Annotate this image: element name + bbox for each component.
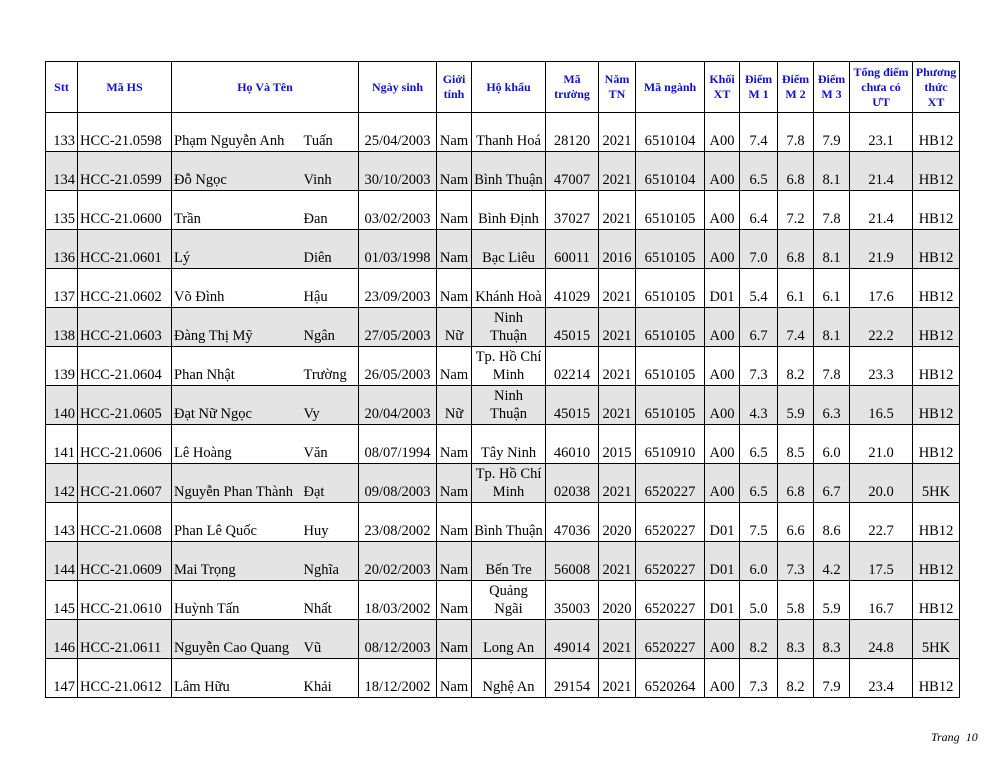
cell-ho-khau: Nghệ An xyxy=(472,659,546,698)
header-diem-m3: Điểm M 3 xyxy=(814,62,850,113)
cell-diem-m2: 7.8 xyxy=(778,113,814,152)
cell-diem-m3: 5.9 xyxy=(814,581,850,620)
cell-diem-m3: 6.0 xyxy=(814,425,850,464)
cell-diem-m2: 6.8 xyxy=(778,230,814,269)
cell-khoi-xt: A00 xyxy=(705,386,740,425)
cell-gioi-tinh: Nam xyxy=(437,347,472,386)
cell-ma-truong: 49014 xyxy=(546,620,599,659)
cell-ngay-sinh: 08/12/2003 xyxy=(359,620,437,659)
header-gioi-tinh: Giới tính xyxy=(437,62,472,113)
cell-khoi-xt: D01 xyxy=(705,503,740,542)
cell-khoi-xt: A00 xyxy=(705,425,740,464)
cell-ten: Diên xyxy=(302,230,359,269)
table-body xyxy=(46,113,960,698)
cell-diem-m2: 6.8 xyxy=(778,464,814,503)
cell-ngay-sinh: 09/08/2003 xyxy=(359,464,437,503)
cell-ma-truong: 45015 xyxy=(546,308,599,347)
cell-ho-dem: Đạt Nữ Ngọc xyxy=(172,386,302,425)
cell-ma-hs: HCC-21.0611 xyxy=(78,620,172,659)
cell-khoi-xt: D01 xyxy=(705,269,740,308)
cell-nam-tn: 2021 xyxy=(599,308,636,347)
cell-diem-m2: 5.8 xyxy=(778,581,814,620)
cell-ten: Vy xyxy=(302,386,359,425)
cell-diem-m2: 7.4 xyxy=(778,308,814,347)
cell-phuong-thuc: HB12 xyxy=(913,269,960,308)
cell-phuong-thuc: HB12 xyxy=(913,503,960,542)
cell-ho-dem: Nguyễn Cao Quang xyxy=(172,620,302,659)
cell-tong-diem: 17.5 xyxy=(850,542,913,581)
cell-diem-m2: 8.2 xyxy=(778,347,814,386)
cell-gioi-tinh: Nam xyxy=(437,269,472,308)
cell-gioi-tinh: Nam xyxy=(437,230,472,269)
cell-ngay-sinh: 23/08/2002 xyxy=(359,503,437,542)
header-tong-diem: Tổng điểm chưa có ƯT xyxy=(850,62,913,113)
header-ma-hs: Mã HS xyxy=(78,62,172,113)
table-header xyxy=(46,62,960,113)
cell-phuong-thuc: HB12 xyxy=(913,347,960,386)
cell-ngay-sinh: 27/05/2003 xyxy=(359,308,437,347)
cell-ngay-sinh: 18/03/2002 xyxy=(359,581,437,620)
cell-gioi-tinh: Nam xyxy=(437,191,472,230)
cell-diem-m2: 5.9 xyxy=(778,386,814,425)
cell-ma-nganh: 6510105 xyxy=(636,230,705,269)
cell-diem-m2: 7.2 xyxy=(778,191,814,230)
cell-diem-m1: 5.4 xyxy=(740,269,778,308)
cell-stt: 138 xyxy=(46,308,78,347)
cell-ma-truong: 37027 xyxy=(546,191,599,230)
cell-ten: Văn xyxy=(302,425,359,464)
cell-nam-tn: 2021 xyxy=(599,347,636,386)
cell-nam-tn: 2021 xyxy=(599,542,636,581)
table-row xyxy=(46,464,960,503)
cell-stt: 137 xyxy=(46,269,78,308)
table-row xyxy=(46,347,960,386)
student-roster-table xyxy=(45,61,960,698)
cell-ma-hs: HCC-21.0606 xyxy=(78,425,172,464)
cell-ho-khau: Thanh Hoá xyxy=(472,113,546,152)
cell-diem-m2: 8.3 xyxy=(778,620,814,659)
table-row xyxy=(46,308,960,347)
cell-gioi-tinh: Nam xyxy=(437,425,472,464)
cell-ngay-sinh: 26/05/2003 xyxy=(359,347,437,386)
cell-diem-m2: 6.6 xyxy=(778,503,814,542)
cell-khoi-xt: A00 xyxy=(705,659,740,698)
cell-diem-m1: 6.4 xyxy=(740,191,778,230)
cell-stt: 145 xyxy=(46,581,78,620)
cell-ma-nganh: 6520227 xyxy=(636,542,705,581)
cell-phuong-thuc: HB12 xyxy=(913,659,960,698)
table-row xyxy=(46,152,960,191)
cell-phuong-thuc: HB12 xyxy=(913,152,960,191)
table-row xyxy=(46,503,960,542)
cell-ma-truong: 29154 xyxy=(546,659,599,698)
cell-ngay-sinh: 23/09/2003 xyxy=(359,269,437,308)
cell-nam-tn: 2020 xyxy=(599,581,636,620)
cell-tong-diem: 21.4 xyxy=(850,191,913,230)
cell-ma-hs: HCC-21.0610 xyxy=(78,581,172,620)
cell-tong-diem: 23.4 xyxy=(850,659,913,698)
cell-gioi-tinh: Nam xyxy=(437,581,472,620)
header-khoi-xt: Khối XT xyxy=(705,62,740,113)
cell-ma-truong: 56008 xyxy=(546,542,599,581)
cell-ho-dem: Võ Đình xyxy=(172,269,302,308)
cell-ten: Nghĩa xyxy=(302,542,359,581)
cell-ho-dem: Đỗ Ngọc xyxy=(172,152,302,191)
cell-tong-diem: 21.9 xyxy=(850,230,913,269)
cell-diem-m2: 7.3 xyxy=(778,542,814,581)
cell-gioi-tinh: Nữ xyxy=(437,308,472,347)
table-row xyxy=(46,269,960,308)
cell-phuong-thuc: HB12 xyxy=(913,113,960,152)
cell-ma-nganh: 6520227 xyxy=(636,581,705,620)
cell-ma-nganh: 6510104 xyxy=(636,113,705,152)
cell-stt: 146 xyxy=(46,620,78,659)
cell-khoi-xt: A00 xyxy=(705,152,740,191)
cell-ho-dem: Huỳnh Tấn xyxy=(172,581,302,620)
cell-khoi-xt: A00 xyxy=(705,113,740,152)
header-diem-m1: Điểm M 1 xyxy=(740,62,778,113)
table-row xyxy=(46,230,960,269)
header-diem-m2: Điểm M 2 xyxy=(778,62,814,113)
page-label: Trang xyxy=(931,730,960,744)
cell-ho-dem: Phạm Nguyễn Anh xyxy=(172,113,302,152)
cell-stt: 140 xyxy=(46,386,78,425)
cell-nam-tn: 2021 xyxy=(599,113,636,152)
cell-diem-m1: 7.3 xyxy=(740,659,778,698)
cell-ma-hs: HCC-21.0607 xyxy=(78,464,172,503)
cell-tong-diem: 21.4 xyxy=(850,152,913,191)
cell-ma-truong: 45015 xyxy=(546,386,599,425)
cell-ma-hs: HCC-21.0604 xyxy=(78,347,172,386)
cell-ma-nganh: 6510105 xyxy=(636,269,705,308)
cell-ngay-sinh: 08/07/1994 xyxy=(359,425,437,464)
cell-ma-nganh: 6510105 xyxy=(636,191,705,230)
cell-stt: 135 xyxy=(46,191,78,230)
cell-ma-hs: HCC-21.0598 xyxy=(78,113,172,152)
cell-diem-m1: 7.3 xyxy=(740,347,778,386)
page-number: 10 xyxy=(965,730,978,744)
cell-ho-khau: Tp. Hồ Chí Minh xyxy=(472,464,546,503)
cell-phuong-thuc: HB12 xyxy=(913,308,960,347)
cell-stt: 141 xyxy=(46,425,78,464)
cell-ma-truong: 41029 xyxy=(546,269,599,308)
cell-khoi-xt: D01 xyxy=(705,542,740,581)
cell-ma-nganh: 6510105 xyxy=(636,347,705,386)
header-ho-ten: Họ Và Tên xyxy=(172,62,359,113)
cell-ma-truong: 35003 xyxy=(546,581,599,620)
cell-phuong-thuc: HB12 xyxy=(913,425,960,464)
table-row xyxy=(46,191,960,230)
cell-stt: 139 xyxy=(46,347,78,386)
cell-diem-m2: 8.5 xyxy=(778,425,814,464)
cell-diem-m1: 7.0 xyxy=(740,230,778,269)
cell-nam-tn: 2021 xyxy=(599,659,636,698)
cell-ten: Huy xyxy=(302,503,359,542)
cell-diem-m1: 4.3 xyxy=(740,386,778,425)
cell-ho-khau: Bình Thuận xyxy=(472,503,546,542)
cell-diem-m3: 8.1 xyxy=(814,308,850,347)
cell-ma-nganh: 6520227 xyxy=(636,620,705,659)
cell-khoi-xt: D01 xyxy=(705,581,740,620)
cell-gioi-tinh: Nam xyxy=(437,113,472,152)
cell-gioi-tinh: Nam xyxy=(437,464,472,503)
cell-diem-m3: 6.1 xyxy=(814,269,850,308)
cell-stt: 136 xyxy=(46,230,78,269)
table-row xyxy=(46,659,960,698)
cell-ngay-sinh: 20/02/2003 xyxy=(359,542,437,581)
cell-phuong-thuc: HB12 xyxy=(913,230,960,269)
cell-ma-truong: 46010 xyxy=(546,425,599,464)
cell-diem-m1: 5.0 xyxy=(740,581,778,620)
table-row xyxy=(46,425,960,464)
cell-ten: Nhất xyxy=(302,581,359,620)
cell-ma-truong: 60011 xyxy=(546,230,599,269)
cell-ma-truong: 47036 xyxy=(546,503,599,542)
cell-khoi-xt: A00 xyxy=(705,347,740,386)
header-phuong-thuc: Phương thức XT xyxy=(913,62,960,113)
cell-diem-m2: 8.2 xyxy=(778,659,814,698)
cell-ma-nganh: 6520227 xyxy=(636,464,705,503)
cell-ho-dem: Phan Lê Quốc xyxy=(172,503,302,542)
cell-diem-m1: 6.7 xyxy=(740,308,778,347)
cell-ngay-sinh: 01/03/1998 xyxy=(359,230,437,269)
cell-ho-khau: Bến Tre xyxy=(472,542,546,581)
header-ma-nganh: Mã ngành xyxy=(636,62,705,113)
cell-khoi-xt: A00 xyxy=(705,308,740,347)
header-stt: Stt xyxy=(46,62,78,113)
cell-stt: 133 xyxy=(46,113,78,152)
cell-diem-m2: 6.1 xyxy=(778,269,814,308)
cell-ten: Tuấn xyxy=(302,113,359,152)
cell-nam-tn: 2021 xyxy=(599,269,636,308)
page-footer xyxy=(925,730,978,745)
cell-ten: Vinh xyxy=(302,152,359,191)
cell-phuong-thuc: HB12 xyxy=(913,542,960,581)
cell-ma-nganh: 6520264 xyxy=(636,659,705,698)
cell-ten: Khải xyxy=(302,659,359,698)
cell-stt: 144 xyxy=(46,542,78,581)
cell-ma-truong: 02214 xyxy=(546,347,599,386)
cell-ten: Đạt xyxy=(302,464,359,503)
cell-ma-hs: HCC-21.0605 xyxy=(78,386,172,425)
cell-ma-truong: 02038 xyxy=(546,464,599,503)
cell-nam-tn: 2021 xyxy=(599,620,636,659)
table-row xyxy=(46,113,960,152)
cell-ho-dem: Lê Hoàng xyxy=(172,425,302,464)
cell-ho-khau: Tây Ninh xyxy=(472,425,546,464)
cell-tong-diem: 16.5 xyxy=(850,386,913,425)
cell-ma-nganh: 6510105 xyxy=(636,386,705,425)
cell-diem-m2: 6.8 xyxy=(778,152,814,191)
cell-diem-m3: 6.3 xyxy=(814,386,850,425)
cell-diem-m3: 4.2 xyxy=(814,542,850,581)
cell-ho-dem: Mai Trọng xyxy=(172,542,302,581)
cell-tong-diem: 23.3 xyxy=(850,347,913,386)
cell-ho-khau: Bình Định xyxy=(472,191,546,230)
cell-ma-nganh: 6510105 xyxy=(636,308,705,347)
cell-ho-khau: Long An xyxy=(472,620,546,659)
cell-diem-m1: 8.2 xyxy=(740,620,778,659)
cell-ho-dem: Phan Nhật xyxy=(172,347,302,386)
cell-stt: 142 xyxy=(46,464,78,503)
cell-phuong-thuc: 5HK xyxy=(913,464,960,503)
cell-ngay-sinh: 18/12/2002 xyxy=(359,659,437,698)
cell-gioi-tinh: Nam xyxy=(437,152,472,191)
cell-khoi-xt: A00 xyxy=(705,464,740,503)
cell-ho-dem: Đàng Thị Mỹ xyxy=(172,308,302,347)
cell-ngay-sinh: 30/10/2003 xyxy=(359,152,437,191)
cell-ho-khau: Bạc Liêu xyxy=(472,230,546,269)
cell-tong-diem: 20.0 xyxy=(850,464,913,503)
cell-gioi-tinh: Nam xyxy=(437,542,472,581)
cell-ho-dem: Lý xyxy=(172,230,302,269)
cell-khoi-xt: A00 xyxy=(705,191,740,230)
cell-tong-diem: 22.7 xyxy=(850,503,913,542)
cell-ma-hs: HCC-21.0612 xyxy=(78,659,172,698)
cell-diem-m3: 6.7 xyxy=(814,464,850,503)
cell-ma-truong: 47007 xyxy=(546,152,599,191)
cell-ma-nganh: 6510910 xyxy=(636,425,705,464)
cell-phuong-thuc: HB12 xyxy=(913,191,960,230)
cell-gioi-tinh: Nữ xyxy=(437,386,472,425)
cell-ma-hs: HCC-21.0608 xyxy=(78,503,172,542)
cell-ho-khau: Khánh Hoà xyxy=(472,269,546,308)
cell-gioi-tinh: Nam xyxy=(437,659,472,698)
table-row xyxy=(46,581,960,620)
cell-ten: Trường xyxy=(302,347,359,386)
cell-tong-diem: 23.1 xyxy=(850,113,913,152)
cell-ho-dem: Trần xyxy=(172,191,302,230)
cell-tong-diem: 17.6 xyxy=(850,269,913,308)
cell-diem-m1: 6.5 xyxy=(740,152,778,191)
cell-ho-khau: Bình Thuận xyxy=(472,152,546,191)
cell-diem-m3: 7.8 xyxy=(814,347,850,386)
cell-stt: 134 xyxy=(46,152,78,191)
cell-nam-tn: 2021 xyxy=(599,464,636,503)
cell-nam-tn: 2021 xyxy=(599,152,636,191)
header-ma-truong: Mã trường xyxy=(546,62,599,113)
cell-gioi-tinh: Nam xyxy=(437,503,472,542)
cell-ma-nganh: 6510104 xyxy=(636,152,705,191)
cell-stt: 147 xyxy=(46,659,78,698)
cell-diem-m3: 8.1 xyxy=(814,230,850,269)
cell-ten: Đan xyxy=(302,191,359,230)
cell-ho-khau: Quảng Ngãi xyxy=(472,581,546,620)
cell-tong-diem: 16.7 xyxy=(850,581,913,620)
cell-ngay-sinh: 25/04/2003 xyxy=(359,113,437,152)
cell-nam-tn: 2020 xyxy=(599,503,636,542)
cell-phuong-thuc: HB12 xyxy=(913,581,960,620)
cell-ten: Hậu xyxy=(302,269,359,308)
cell-phuong-thuc: 5HK xyxy=(913,620,960,659)
cell-ten: Ngân xyxy=(302,308,359,347)
cell-khoi-xt: A00 xyxy=(705,230,740,269)
cell-nam-tn: 2015 xyxy=(599,425,636,464)
cell-ho-khau: Ninh Thuận xyxy=(472,386,546,425)
cell-phuong-thuc: HB12 xyxy=(913,386,960,425)
cell-diem-m1: 6.5 xyxy=(740,464,778,503)
table-row xyxy=(46,620,960,659)
cell-ma-hs: HCC-21.0599 xyxy=(78,152,172,191)
cell-tong-diem: 22.2 xyxy=(850,308,913,347)
cell-ngay-sinh: 03/02/2003 xyxy=(359,191,437,230)
cell-ma-hs: HCC-21.0600 xyxy=(78,191,172,230)
cell-diem-m1: 7.4 xyxy=(740,113,778,152)
cell-ngay-sinh: 20/04/2003 xyxy=(359,386,437,425)
cell-ma-hs: HCC-21.0602 xyxy=(78,269,172,308)
cell-diem-m3: 7.8 xyxy=(814,191,850,230)
cell-ma-hs: HCC-21.0601 xyxy=(78,230,172,269)
cell-diem-m3: 8.6 xyxy=(814,503,850,542)
cell-tong-diem: 21.0 xyxy=(850,425,913,464)
table-row xyxy=(46,542,960,581)
table-row xyxy=(46,386,960,425)
cell-nam-tn: 2021 xyxy=(599,191,636,230)
cell-diem-m1: 6.0 xyxy=(740,542,778,581)
cell-tong-diem: 24.8 xyxy=(850,620,913,659)
cell-diem-m1: 7.5 xyxy=(740,503,778,542)
cell-khoi-xt: A00 xyxy=(705,620,740,659)
cell-nam-tn: 2021 xyxy=(599,386,636,425)
cell-gioi-tinh: Nam xyxy=(437,620,472,659)
cell-ma-truong: 28120 xyxy=(546,113,599,152)
cell-diem-m1: 6.5 xyxy=(740,425,778,464)
cell-ten: Vũ xyxy=(302,620,359,659)
header-ho-khau: Hộ khẩu xyxy=(472,62,546,113)
cell-ho-dem: Nguyễn Phan Thành xyxy=(172,464,302,503)
header-ngay-sinh: Ngày sinh xyxy=(359,62,437,113)
cell-diem-m3: 7.9 xyxy=(814,113,850,152)
cell-ho-khau: Tp. Hồ Chí Minh xyxy=(472,347,546,386)
cell-stt: 143 xyxy=(46,503,78,542)
cell-ma-nganh: 6520227 xyxy=(636,503,705,542)
cell-diem-m3: 8.1 xyxy=(814,152,850,191)
cell-diem-m3: 7.9 xyxy=(814,659,850,698)
cell-ho-dem: Lâm Hữu xyxy=(172,659,302,698)
cell-nam-tn: 2016 xyxy=(599,230,636,269)
cell-ma-hs: HCC-21.0603 xyxy=(78,308,172,347)
cell-ho-khau: Ninh Thuận xyxy=(472,308,546,347)
cell-ma-hs: HCC-21.0609 xyxy=(78,542,172,581)
header-nam-tn: Năm TN xyxy=(599,62,636,113)
cell-diem-m3: 8.3 xyxy=(814,620,850,659)
